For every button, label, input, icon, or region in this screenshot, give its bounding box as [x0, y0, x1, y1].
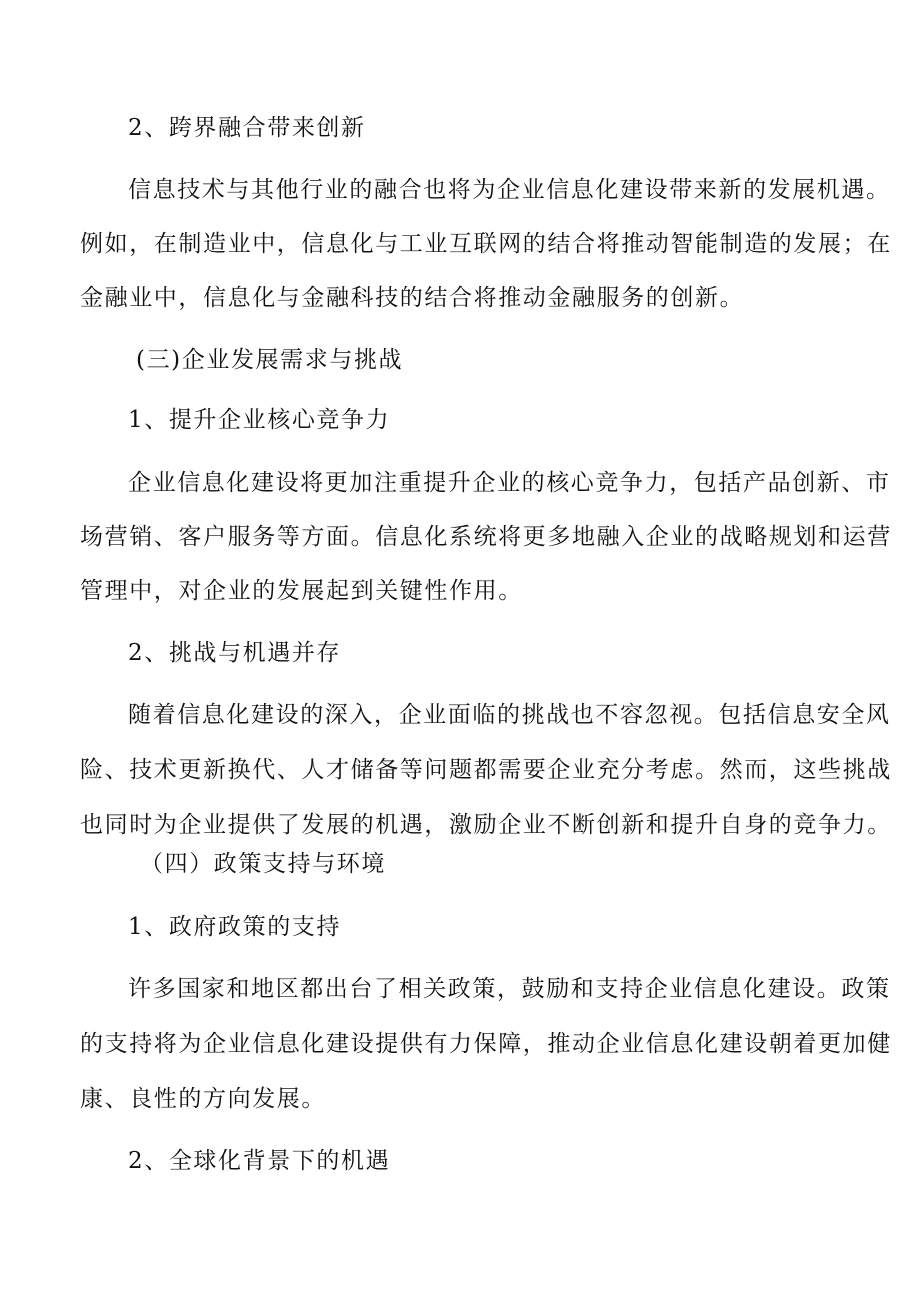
paragraph-line: 信息技术与其他行业的融合也将为企业信息化建设带来新的发展机遇。: [128, 177, 891, 203]
paragraph-line: 许多国家和地区都出台了相关政策，鼓励和支持企业信息化建设。政策: [128, 976, 891, 1002]
section-heading-4: （四）政策支持与环境: [140, 851, 386, 877]
paragraph-line: 也同时为企业提供了发展的机遇，激励企业不断创新和提升自身的竞争力。: [80, 812, 892, 838]
paragraph-line: 企业信息化建设将更加注重提升企业的核心竞争力，包括产品创新、市: [128, 470, 891, 496]
heading-government-policy: 1、政府政策的支持: [128, 914, 342, 940]
heading-core-competitiveness: 1、提升企业核心竞争力: [128, 407, 391, 433]
paragraph-line: 例如，在制造业中，信息化与工业互联网的结合将推动智能制造的发展；在: [80, 231, 892, 257]
paragraph-line: 险、技术更新换代、人才储备等问题都需要企业充分考虑。然而，这些挑战: [80, 757, 892, 783]
paragraph-line: 场营销、客户服务等方面。信息化系统将更多地融入企业的战略规划和运营: [80, 524, 892, 550]
heading-globalization: 2、全球化背景下的机遇: [128, 1148, 391, 1174]
paragraph-line: 管理中，对企业的发展起到关键性作用。: [80, 578, 523, 604]
heading-cross-industry-innovation: 2、跨界融合带来创新: [128, 115, 366, 141]
paragraph-line: 康、良性的方向发展。: [80, 1086, 326, 1112]
section-heading-3: (三)企业发展需求与挑战: [136, 347, 404, 373]
paragraph-line: 随着信息化建设的深入，企业面临的挑战也不容忽视。包括信息安全风: [128, 702, 891, 728]
heading-challenges-opportunities: 2、挑战与机遇并存: [128, 640, 342, 666]
paragraph-line: 的支持将为企业信息化建设提供有力保障，推动企业信息化建设朝着更加健: [80, 1031, 892, 1057]
paragraph-line: 金融业中，信息化与金融科技的结合将推动金融服务的创新。: [80, 285, 745, 311]
